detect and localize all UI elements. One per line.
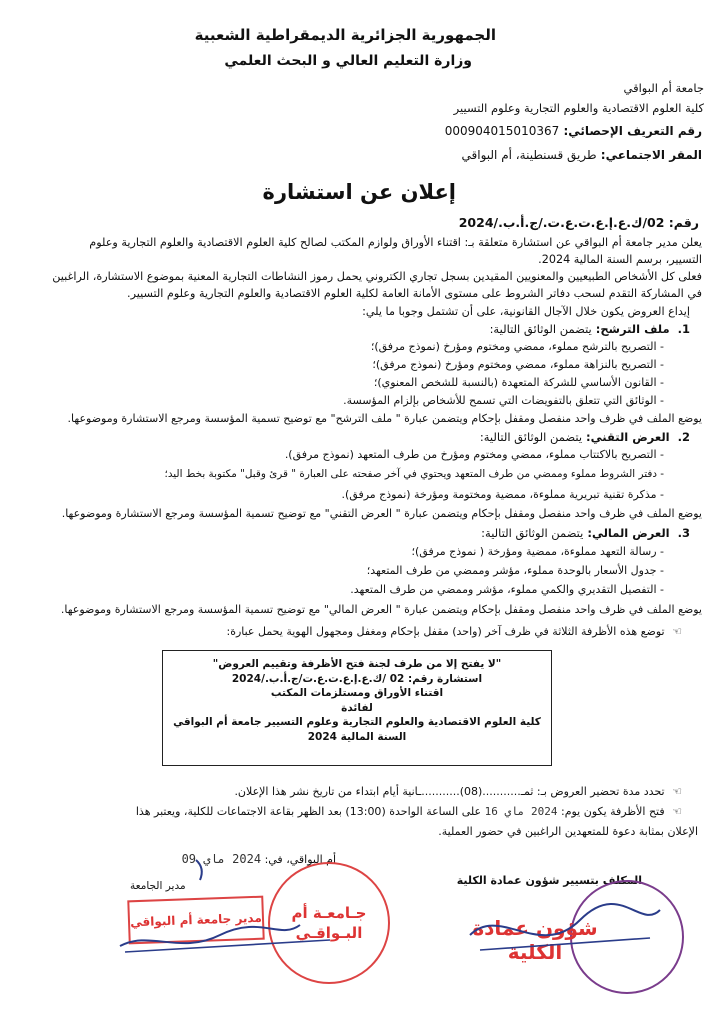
section-1-item: - القانون الأساسي للشركة المتعهدة (بالنسبة للشخص المعنوي)؛	[373, 376, 664, 389]
section-1-number: 1.	[677, 322, 690, 336]
envelope-note-text: توضع هذه الأظرفة الثلاثة في ظرف آخر (واحد) مقفل بإحكام ومغفل ومجهول الهوية يحمل عبارة:	[226, 625, 665, 638]
reference-number: رقم: 02/ك.ع.إ.ع.ت.ع.ت./ج.أ.ب./2024	[458, 215, 699, 230]
stat-id-value: 000904015010367	[444, 124, 560, 138]
section-2-title: العرض التقني:	[586, 430, 670, 444]
pointing-hand-icon: ☜	[672, 785, 682, 798]
section-2-item: - التصريح بالاكتتاب مملوء، ممضي ومختوم ومؤرخ من طرف المتعهد (نموذج مرفق).	[284, 448, 664, 461]
director-stamp-text: مدير جامعة أم البواقي	[130, 910, 262, 930]
hq-value: طريق قسنطينة، أم البواقي	[461, 148, 597, 162]
opening-line-2: الإعلان بمثابة دعوة للمتعهدين الراغبين في حضور العملية.	[438, 825, 698, 838]
faculty-name: كلية العلوم الاقتصادية والعلوم التجارية وعلوم التسيير	[453, 101, 704, 115]
stat-id-label: رقم التعريف الإحصائي:	[563, 124, 702, 138]
envelope-line: السنة المالية 2024	[307, 730, 407, 743]
section-3-subtitle: يتضمن الوثائق التالية:	[481, 526, 584, 540]
opening-date-stamp: 2024 ماي 16	[484, 805, 558, 818]
pointing-hand-icon: ☜	[672, 625, 682, 638]
director-signature-label: مدير الجامعة	[130, 880, 186, 892]
opening-label: فتح الأظرفة يكون يوم:	[560, 805, 665, 818]
envelope-line: لفائدة	[341, 701, 373, 714]
hq-label: المقر الاجتماعي:	[600, 148, 702, 162]
university-name: جامعة أم البواقي	[623, 81, 704, 95]
section-2-item: - مذكرة تقنية تبريرية مملوءة، ممضية ومختومة ومؤرخة (نموذج مرفق).	[341, 488, 664, 501]
intro-line-4: في المشاركة التقدم لسحب دفاتر الشروط على مستوى الأمانة العامة لكلية العلوم الاقتصادية والعلوم التجارية وعلوم التسيير.	[127, 287, 702, 300]
section-1-title: ملف الترشح:	[595, 322, 670, 336]
section-3-item: - جدول الأسعار بالوحدة مملوء، مؤشر وممضي من طرف المتعهد؛	[366, 564, 664, 577]
duration-text: تحدد مدة تحضير العروض بـ: ثمـ...........(08)...........ـانية أيام ابتداء من تاريخ نشر هذا الإعلان.	[234, 785, 665, 798]
section-2-subtitle: يتضمن الوثائق التالية:	[479, 430, 583, 444]
section-2-item: - دفتر الشروط مملوء وممضي من طرف المتعهد ويحتوي في آخر صفحته على العبارة " قرئ وقبل" مكتوبة بخط اليد؛	[164, 468, 664, 480]
section-3-closing: يوضع الملف في ظرف واحد منفصل ومقفل بإحكام ويتضمن عبارة " العرض المالي" مع توضيح تسمية المؤسسة ومرجع الاستشارة وموضوعها.	[60, 603, 702, 616]
dean-stamp-text: شؤون عمادة الكلية	[472, 916, 598, 964]
intro-line-1: يعلن مدير جامعة أم البواقي عن استشارة متعلقة بـ: اقتناء الأوراق ولوازم المكتب لصالح كلية العلوم الاقتصادية والعلوم التجارية وعلوم	[89, 236, 702, 249]
section-3-number: 3.	[677, 526, 690, 540]
section-3-item: - رسالة التعهد مملوءة، ممضية ومؤرخة ( نموذج مرفق)؛	[411, 545, 664, 558]
section-3-item: - التفصيل التقديري والكمي مملوء، مؤشر وممضي من طرف المتعهد.	[350, 583, 664, 596]
section-2-closing: يوضع الملف في ظرف واحد منفصل ومقفل بإحكام ويتضمن عبارة " العرض التقني" مع توضيح تسمية المؤسسة ومرجع الاستشارة وموضوعها.	[61, 507, 702, 520]
pointing-hand-icon: ☜	[672, 805, 682, 818]
dean-signature-underline	[480, 938, 650, 950]
director-initial-mark	[196, 860, 202, 880]
intro-line-3: فعلى كل الأشخاص الطبيعيين والمعنويين المقيدين بسجل تجاري الكتروني يحمل رموز النشاطات التجارية المعنية بموضوع الاستشارة، الراغبين	[52, 270, 702, 283]
section-2-number: 2.	[677, 430, 690, 444]
envelope-line: اقتناء الأوراق ومستلزمات المكتب	[270, 687, 444, 699]
section-1-item: - التصريح بالترشح مملوء، ممضي ومختوم ومؤرخ (نموذج مرفق)؛	[370, 340, 664, 353]
ministry-header: وزارة التعليم العالي و البحث العلمي	[224, 53, 472, 69]
footer-date-stamp: 2024 ماي 09	[181, 852, 262, 866]
intro-line-2: التسيير، برسم السنة المالية 2024.	[538, 253, 702, 266]
section-1-item: - الوثائق التي تتعلق بالتفويضات التي تسمح للأشخاص بإلزام المؤسسة.	[343, 394, 664, 407]
section-1-subtitle: يتضمن الوثائق التالية:	[489, 322, 592, 336]
republic-header: الجمهورية الجزائرية الديمقراطية الشعبية	[194, 26, 496, 44]
section-3-title: العرض المالي:	[587, 526, 670, 540]
envelope-line: كلية العلوم الاقتصادية والعلوم التجارية وعلوم التسيير جامعة أم البواقي	[173, 716, 541, 728]
page-title: إعلان عن استشارة	[262, 180, 456, 204]
section-1-closing: يوضع الملف في ظرف واحد منفصل ومقفل بإحكام ويتضمن عبارة " ملف الترشح" مع توضيح تسمية المؤسسة ومرجع الاستشارة وموضوعها.	[67, 412, 702, 425]
section-1-item: - التصريح بالنزاهة مملوء، ممضي ومختوم ومؤرخ (نموذج مرفق)؛	[372, 358, 664, 371]
envelope-line: استشارة رقم: 02 /ك.ع.إ.ع.ت.ع.ت/ج.أ.ب./2024	[231, 672, 483, 685]
seal-text: جـامعـة أم البـواقـي	[291, 904, 367, 942]
intro-line-5: إيداع العروض يكون خلال الآجال القانونية، على أن تشتمل وجوبا ما يلي:	[362, 305, 690, 318]
envelope-line: "لا يفتح إلا من طرف لجنة فتح الأظرفة وتقييم العروض"	[212, 658, 502, 670]
dean-signature-stroke	[470, 904, 660, 935]
dean-signature-label: المكلف بتسيير شؤون عمادة الكلية	[456, 874, 642, 887]
place-label: أم البواقي، في:	[264, 853, 336, 866]
opening-text: على الساعة الواحدة (13:00) بعد الظهر بقاعة الاجتماعات للكلية، ويعتبر هذا	[135, 805, 482, 818]
